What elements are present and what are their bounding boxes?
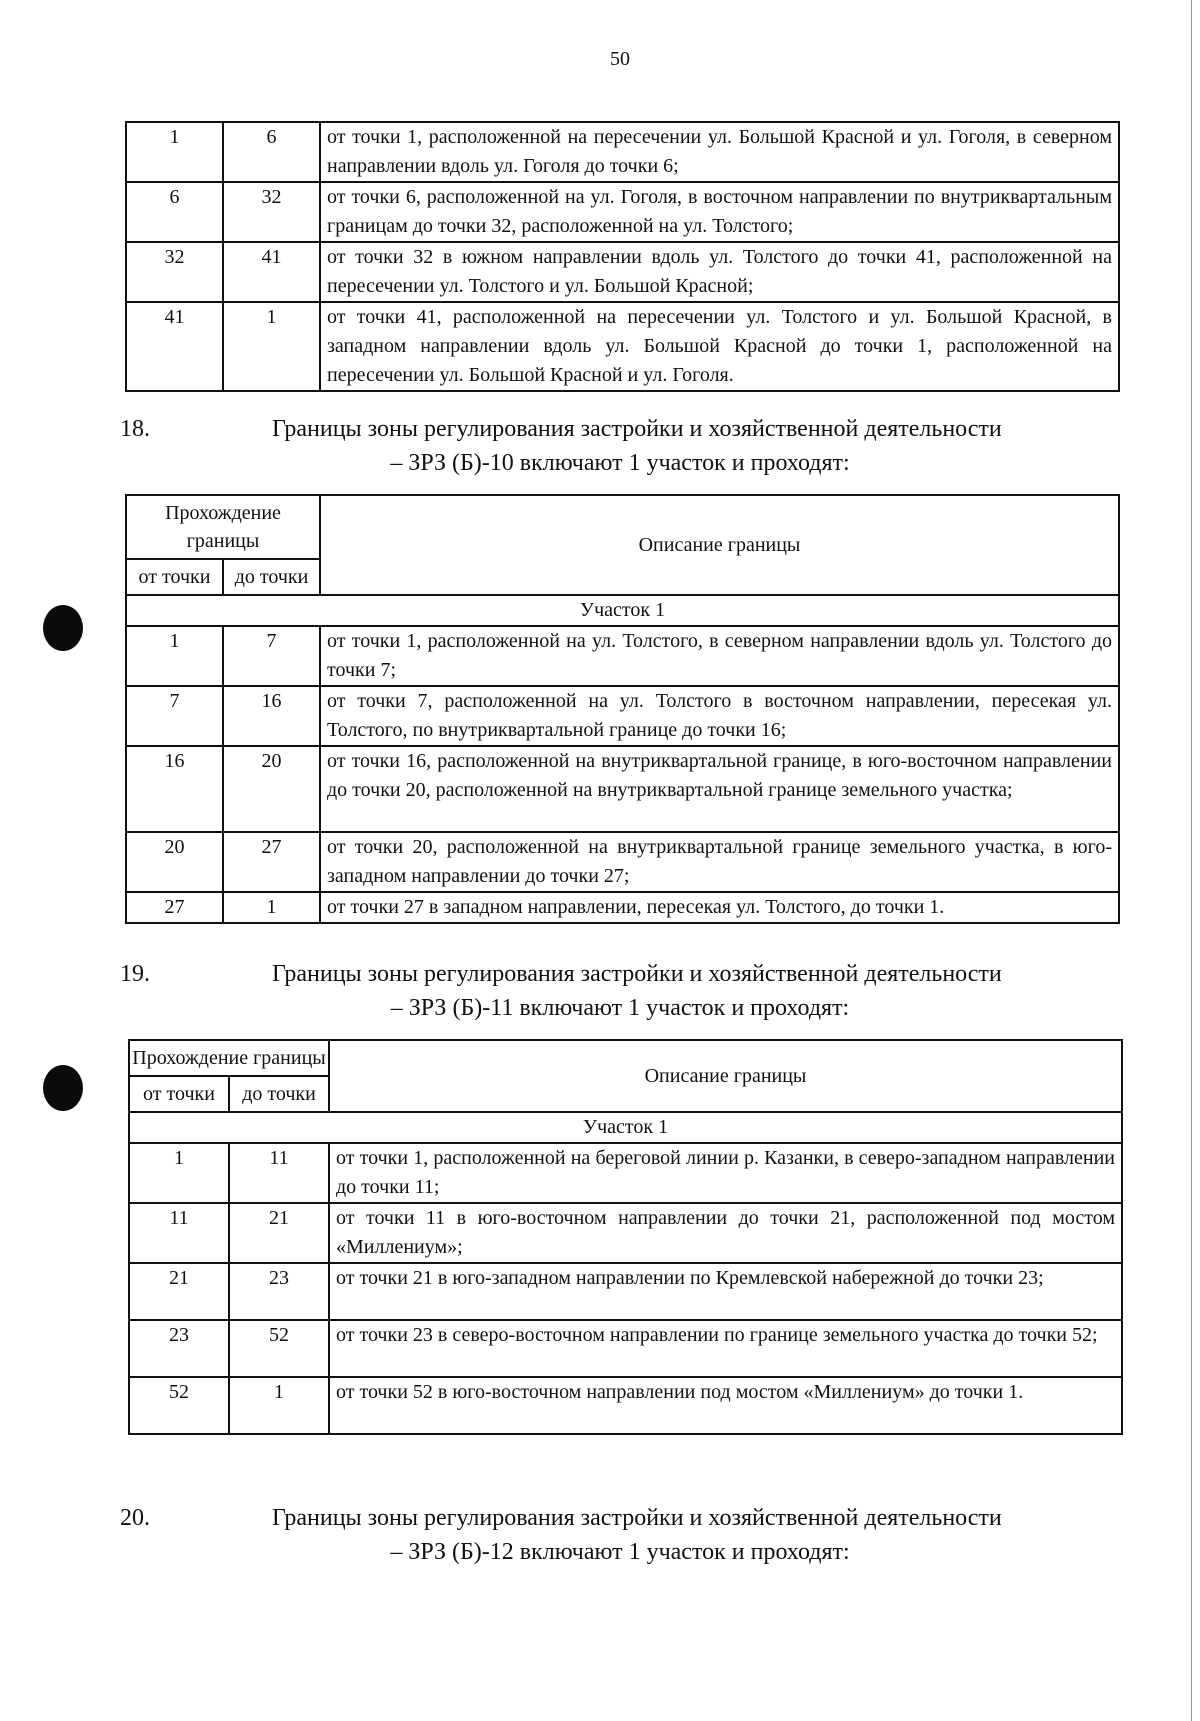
- boundary-description: от точки 6, расположенной на ул. Гоголя, в восточном направлении по внутриквартальным границам до точки 32, расположенной на ул. Толстого;: [320, 182, 1119, 242]
- subsection-row: [129, 1112, 1122, 1143]
- boundary-description: от точки 23 в северо-восточном направлении по границе земельного участка до точки 52;: [329, 1320, 1122, 1377]
- point-to: 32: [223, 182, 320, 242]
- boundary-description: от точки 52 в юго-восточном направлении под мостом «Миллениум» до точки 1.: [329, 1377, 1122, 1434]
- header-boundary-passage: Прохождение границы: [126, 495, 320, 559]
- table-row: [126, 302, 1119, 391]
- page-number: 50: [610, 48, 630, 70]
- header-to-point: до точки: [229, 1076, 329, 1112]
- point-from: 41: [126, 302, 223, 391]
- boundary-description: от точки 1, расположенной на пересечении ул. Большой Красной и ул. Гоголя, в северном направлении вдоль ул. Гоголя до точки 6;: [320, 122, 1119, 182]
- point-from: 6: [126, 182, 223, 242]
- table-row: [129, 1263, 1122, 1320]
- point-from: 32: [126, 242, 223, 302]
- table-row: [129, 1320, 1122, 1377]
- table-header-row: [129, 1040, 1122, 1076]
- point-from: 52: [129, 1377, 229, 1434]
- page-edge-line: [1191, 0, 1192, 1721]
- table-header-row: [126, 495, 1119, 559]
- section-title-line2: – ЗРЗ (Б)-12 включают 1 участок и проходят:: [390, 1539, 850, 1565]
- point-from: 1: [126, 122, 223, 182]
- section-number: 19.: [120, 961, 150, 987]
- point-to: 16: [223, 686, 320, 746]
- table-row: [126, 182, 1119, 242]
- table-row: [126, 746, 1119, 832]
- boundary-description: от точки 1, расположенной на ул. Толстого, в северном направлении вдоль ул. Толстого до точки 7;: [320, 626, 1119, 686]
- table-row: [126, 122, 1119, 182]
- point-to: 1: [223, 302, 320, 391]
- subsection-row: [126, 595, 1119, 626]
- header-from-point: от точки: [126, 559, 223, 595]
- point-from: 11: [129, 1203, 229, 1263]
- boundary-description: от точки 7, расположенной на ул. Толстого в восточном направлении, пересекая ул. Толстого, по внутриквартальной границе до точки 16;: [320, 686, 1119, 746]
- header-from-point: от точки: [129, 1076, 229, 1112]
- subsection-label: Участок 1: [129, 1112, 1122, 1143]
- point-from: 16: [126, 746, 223, 832]
- section-number: 18.: [120, 416, 150, 442]
- boundary-description: от точки 16, расположенной на внутриквартальной границе, в юго-восточном направлении до точки 20, расположенной на внутриквартальной границе земельного участка;: [320, 746, 1119, 832]
- subsection-label: Участок 1: [126, 595, 1119, 626]
- point-to: 1: [223, 892, 320, 923]
- point-to: 6: [223, 122, 320, 182]
- punch-hole-mark: [43, 1065, 83, 1111]
- boundary-description: от точки 21 в юго-западном направлении по Кремлевской набережной до точки 23;: [329, 1263, 1122, 1320]
- point-from: 20: [126, 832, 223, 892]
- header-description: Описание границы: [320, 495, 1119, 595]
- section-title-line2: – ЗРЗ (Б)-10 включают 1 участок и проходят:: [390, 450, 850, 476]
- point-to: 7: [223, 626, 320, 686]
- boundary-description: от точки 1, расположенной на береговой линии р. Казанки, в северо-западном направлении до точки 11;: [329, 1143, 1122, 1203]
- section-title-line2: – ЗРЗ (Б)-11 включают 1 участок и проходят:: [390, 995, 850, 1021]
- table-row: [126, 626, 1119, 686]
- boundary-table-continued: [125, 121, 1120, 392]
- point-from: 1: [126, 626, 223, 686]
- boundary-description: от точки 20, расположенной на внутриквартальной границе земельного участка, в юго-западном направлении до точки 27;: [320, 832, 1119, 892]
- boundary-description: от точки 41, расположенной на пересечении ул. Толстого и ул. Большой Красной, в западном направлении вдоль ул. Большой Красной до точки 1, расположенной на пересечении ул. Большой Красной и ул. Гоголя.: [320, 302, 1119, 391]
- point-to: 52: [229, 1320, 329, 1377]
- boundary-table-zrz-b-10: [125, 494, 1120, 924]
- point-to: 21: [229, 1203, 329, 1263]
- section-number: 20.: [120, 1505, 150, 1531]
- point-to: 41: [223, 242, 320, 302]
- point-from: 1: [129, 1143, 229, 1203]
- header-boundary-passage: Прохождение границы: [129, 1040, 329, 1076]
- table-row: [126, 686, 1119, 746]
- boundary-description: от точки 32 в южном направлении вдоль ул. Толстого до точки 41, расположенной на пересечении ул. Толстого и ул. Большой Красной;: [320, 242, 1119, 302]
- point-from: 7: [126, 686, 223, 746]
- header-description: Описание границы: [329, 1040, 1122, 1112]
- punch-hole-mark: [43, 605, 83, 651]
- point-from: 21: [129, 1263, 229, 1320]
- table-row: [129, 1143, 1122, 1203]
- table-row: [126, 892, 1119, 923]
- table-row: [129, 1377, 1122, 1434]
- section-title-line1: Границы зоны регулирования застройки и хозяйственной деятельности: [272, 1505, 1002, 1531]
- boundary-description: от точки 11 в юго-восточном направлении до точки 21, расположенной под мостом «Миллениум»;: [329, 1203, 1122, 1263]
- section-title-line1: Границы зоны регулирования застройки и хозяйственной деятельности: [272, 961, 1002, 987]
- point-to: 1: [229, 1377, 329, 1434]
- point-to: 20: [223, 746, 320, 832]
- point-from: 27: [126, 892, 223, 923]
- point-to: 23: [229, 1263, 329, 1320]
- point-to: 27: [223, 832, 320, 892]
- table-row: [129, 1203, 1122, 1263]
- boundary-table-zrz-b-11: [128, 1039, 1123, 1435]
- point-from: 23: [129, 1320, 229, 1377]
- section-title-line1: Границы зоны регулирования застройки и хозяйственной деятельности: [272, 416, 1002, 442]
- boundary-description: от точки 27 в западном направлении, пересекая ул. Толстого, до точки 1.: [320, 892, 1119, 923]
- point-to: 11: [229, 1143, 329, 1203]
- table-row: [126, 242, 1119, 302]
- table-row: [126, 832, 1119, 892]
- header-to-point: до точки: [223, 559, 320, 595]
